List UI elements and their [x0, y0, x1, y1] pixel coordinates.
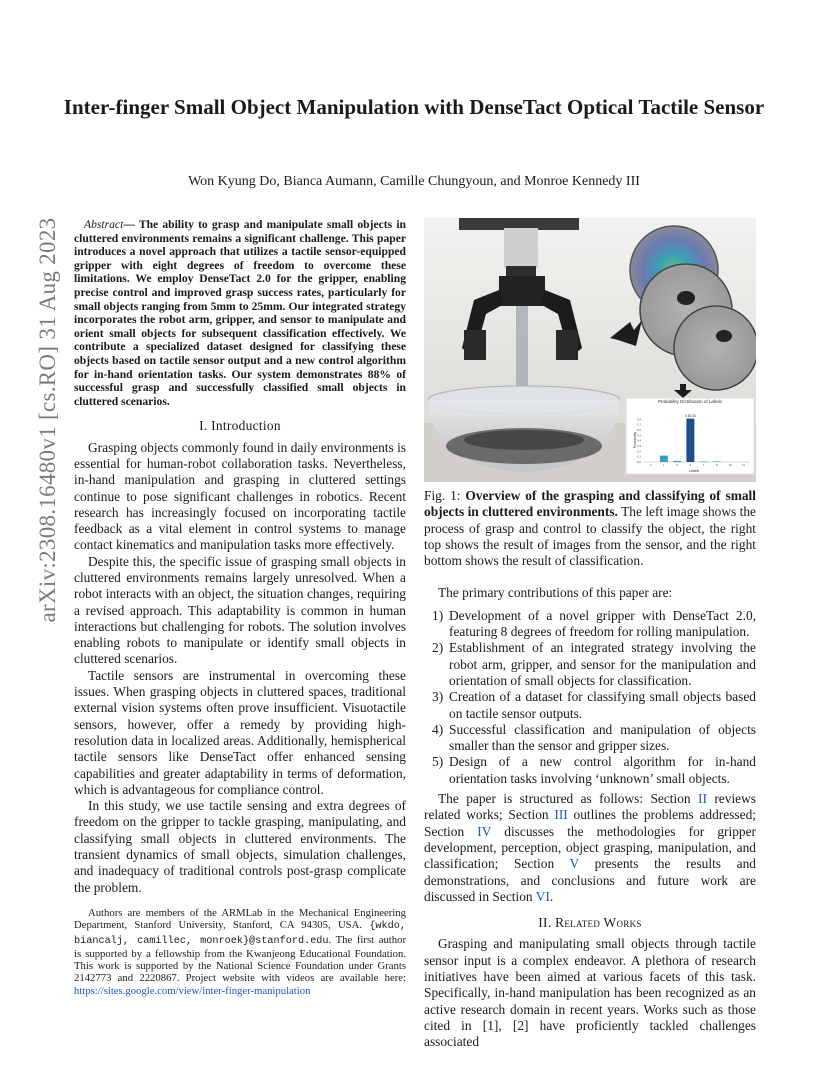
chart-ytick-label: 0.5: [636, 433, 641, 438]
chart-ytick-label: 0.6: [636, 428, 641, 432]
chart-xtick-label: 5: [676, 463, 678, 467]
chart-bar: [673, 461, 681, 462]
chart-ytick-label: 0.1: [636, 454, 641, 459]
intro-paragraph: Despite this, the specific issue of grasping small objects in cluttered environments remains largely unresolved. When a robot interacts with an object, the situation changes, requiring a revised approach. This adaptability is common in human interactions but challenging for robots. The solution involves enabling robots to manipulate or identify small objects in cluttered scenarios.: [74, 553, 406, 667]
section-link[interactable]: V: [569, 856, 579, 872]
chart-xtick-label: 6: [689, 463, 692, 467]
footnote-funding: . The first author is supported by a fellowship from the Kwanjeong Educational Foundation. This work is supported by the National Science Foundation under Grants 2142773 and 2220867. Project website with videos are available here:: [74, 933, 406, 985]
section-link[interactable]: VI: [535, 888, 550, 904]
chart-bar: [700, 461, 708, 462]
chart-xtick-label: 7: [702, 463, 705, 467]
intro-paragraph: Tactile sensors are instrumental in overcoming these issues. When grasping objects in cluttered spaces, traditional external vision systems often prove insufficient. Visuotactile sensors, however, offer a remedy by providing high-resolution data in localized areas. Additionally, hemispherical tactile sensors like DenseTact offer enhanced sensing capabilities and greater adaptability in terms of deformation, which is advantageous for compliance control.: [74, 667, 406, 797]
right-column: [424, 218, 756, 1051]
footnote-affiliation: Authors are members of the ARMLab in the Mechanical Engineering Department, Stanford University, Stanford, CA 94305, USA.: [74, 907, 406, 932]
section-heading-related-works: II. Related Works: [538, 915, 642, 931]
caption-bold: Overview of the grasping and classifying of small objects in cluttered environments.: [424, 488, 756, 520]
section-link[interactable]: IV: [477, 823, 492, 839]
probability-chart: [626, 398, 754, 474]
figure-1: [424, 218, 756, 482]
figure-photo: [424, 218, 756, 482]
paper-structure-paragraph: The paper is structured as follows: Section II reviews related works; Section III outlines the problems addressed; Section IV discusses the methodologies for gripper development, perception, object grasping, manipulation, and classification; Section V presents the results and demonstrations, and conclusions and future work are discussed in Section VI.: [424, 791, 756, 904]
chart-ytick-label: 0.3: [636, 444, 641, 448]
peak-value-label: 0.8133: [685, 414, 696, 419]
chart-xtick-label: 10: [728, 463, 732, 467]
figure-caption: [424, 488, 756, 569]
caption-rest: The left image shows the process of grasp and control to classify the object, the right top shows the result of images from the sensor, and the right bottom shows the result of classification.: [424, 504, 756, 569]
chart-title: Probability Distribution of Labels: [657, 399, 723, 404]
left-column: [74, 218, 406, 896]
related-works-paragraph: Grasping and manipulating small objects through tactile sensor input is a complex endeavor. A plethora of research initiatives have been aimed at various facets of this task. Specifically, in-hand manipulation has been recognized as an active research domain in recent years. Works such as those cited in [1], [2] have proficiently tackled challenges associated: [424, 936, 756, 1050]
section-link[interactable]: III: [554, 807, 568, 823]
abstract-lead: Abstract: [84, 218, 124, 231]
chart-xtick-label: 1: [663, 463, 665, 467]
caption-lead: Fig. 1:: [424, 488, 466, 503]
section-heading-introduction: I. Introduction: [199, 418, 281, 434]
list-item: 2) Establishment of an integrated strategy involving the robot arm, gripper, and sensor for the manipulation and orientation of small objects for classification.: [432, 640, 756, 688]
paper-title: Inter-finger Small Object Manipulation with DenseTact Optical Tactile Sensor: [63, 95, 765, 119]
chart-ytick-label: 0.4: [636, 438, 641, 443]
chart-xtick-label: 0: [649, 463, 652, 467]
intro-paragraph: In this study, we use tactile sensing and extra degrees of freedom on the gripper to tackle grasping, manipulating, and classifying small objects in cluttered environments. The transient dynamics of small objects, simulation challenges, and inadequacy of traditional controls post-grasp complicate the problem.: [74, 798, 406, 895]
list-item: 5) Design of a new control algorithm for in-hand orientation tasks involving ‘unknown’ small objects.: [432, 754, 756, 786]
intro-paragraph: Grasping objects commonly found in daily environments is essential for human-robot collaboration tasks. Nevertheless, in-hand manipulation and grasping in cluttered settings continue to pose significant challenges in robotics. Recent research has increasingly focused on incorporating tactile feedback as a vital element in control systems to manage contact kinematics and manipulation tasks more effectively.: [74, 439, 406, 553]
abstract: [74, 218, 406, 408]
footnote-emails: {wkdo, biancalj, camillec, monroek}@stanford.edu: [74, 921, 406, 947]
section-link[interactable]: II: [698, 791, 707, 807]
chart-xtick-label: 8: [716, 463, 718, 467]
chart-xtick-label: 11: [741, 463, 745, 467]
chart-ytick-label: 0.7: [636, 422, 641, 427]
chart-bar: [713, 461, 721, 462]
chart-ytick-label: 0.0: [636, 460, 641, 464]
grayscale-tactile-image-2: [674, 306, 756, 390]
project-website-link[interactable]: https://sites.google.com/view/inter-finger-manipulation: [74, 984, 311, 997]
abstract-text: — The ability to grasp and manipulate small objects in cluttered environments remains a significant challenge. This paper introduces a novel approach that utilizes a tactile sensor-equipped gripper with eight degrees of freedom to overcome these limitations. We employ DenseTact 2.0 for the gripper, enabling precise control and improved grasp success rates, particularly for small objects ranging from 5mm to 25mm. Our integrated strategy incorporates the robot arm, gripper, and sensor to manipulate and orient small objects for subsequent classification effectively. We contribute a specialized dataset designed for classifying these objects based on tactile sensor output and a new control algorithm for in-hand orientation tasks. Our system demonstrates 88% of successful grasp and successfully classified small objects in cluttered scenarios.: [74, 218, 406, 408]
contributions-intro: The primary contributions of this paper are:: [438, 585, 673, 601]
footnote: [74, 907, 406, 997]
chart-xlabel: Labels: [688, 469, 700, 473]
chart-bar: [660, 456, 668, 462]
list-item: 1) Development of a novel gripper with DenseTact 2.0, featuring 8 degrees of freedom for rolling manipulation.: [432, 607, 756, 640]
arxiv-stamp: arXiv:2308.16480v1 [cs.RO] 31 Aug 2023: [35, 217, 60, 623]
author-list: Won Kyung Do, Bianca Aumann, Camille Chungyoun, and Monroe Kennedy III: [188, 174, 640, 189]
list-item: 4) Successful classification and manipulation of objects smaller than the sensor and gripper sizes.: [432, 721, 756, 754]
chart-ylabel: Probability: [633, 431, 637, 449]
chart-ytick-label: 0.2: [636, 449, 641, 454]
list-item: 3) Creation of a dataset for classifying small objects based on tactile sensor outputs.: [432, 689, 756, 721]
chart-bar: [686, 419, 694, 462]
contribution-list: [424, 608, 756, 787]
chart-ytick-label: 0.8: [636, 417, 641, 422]
